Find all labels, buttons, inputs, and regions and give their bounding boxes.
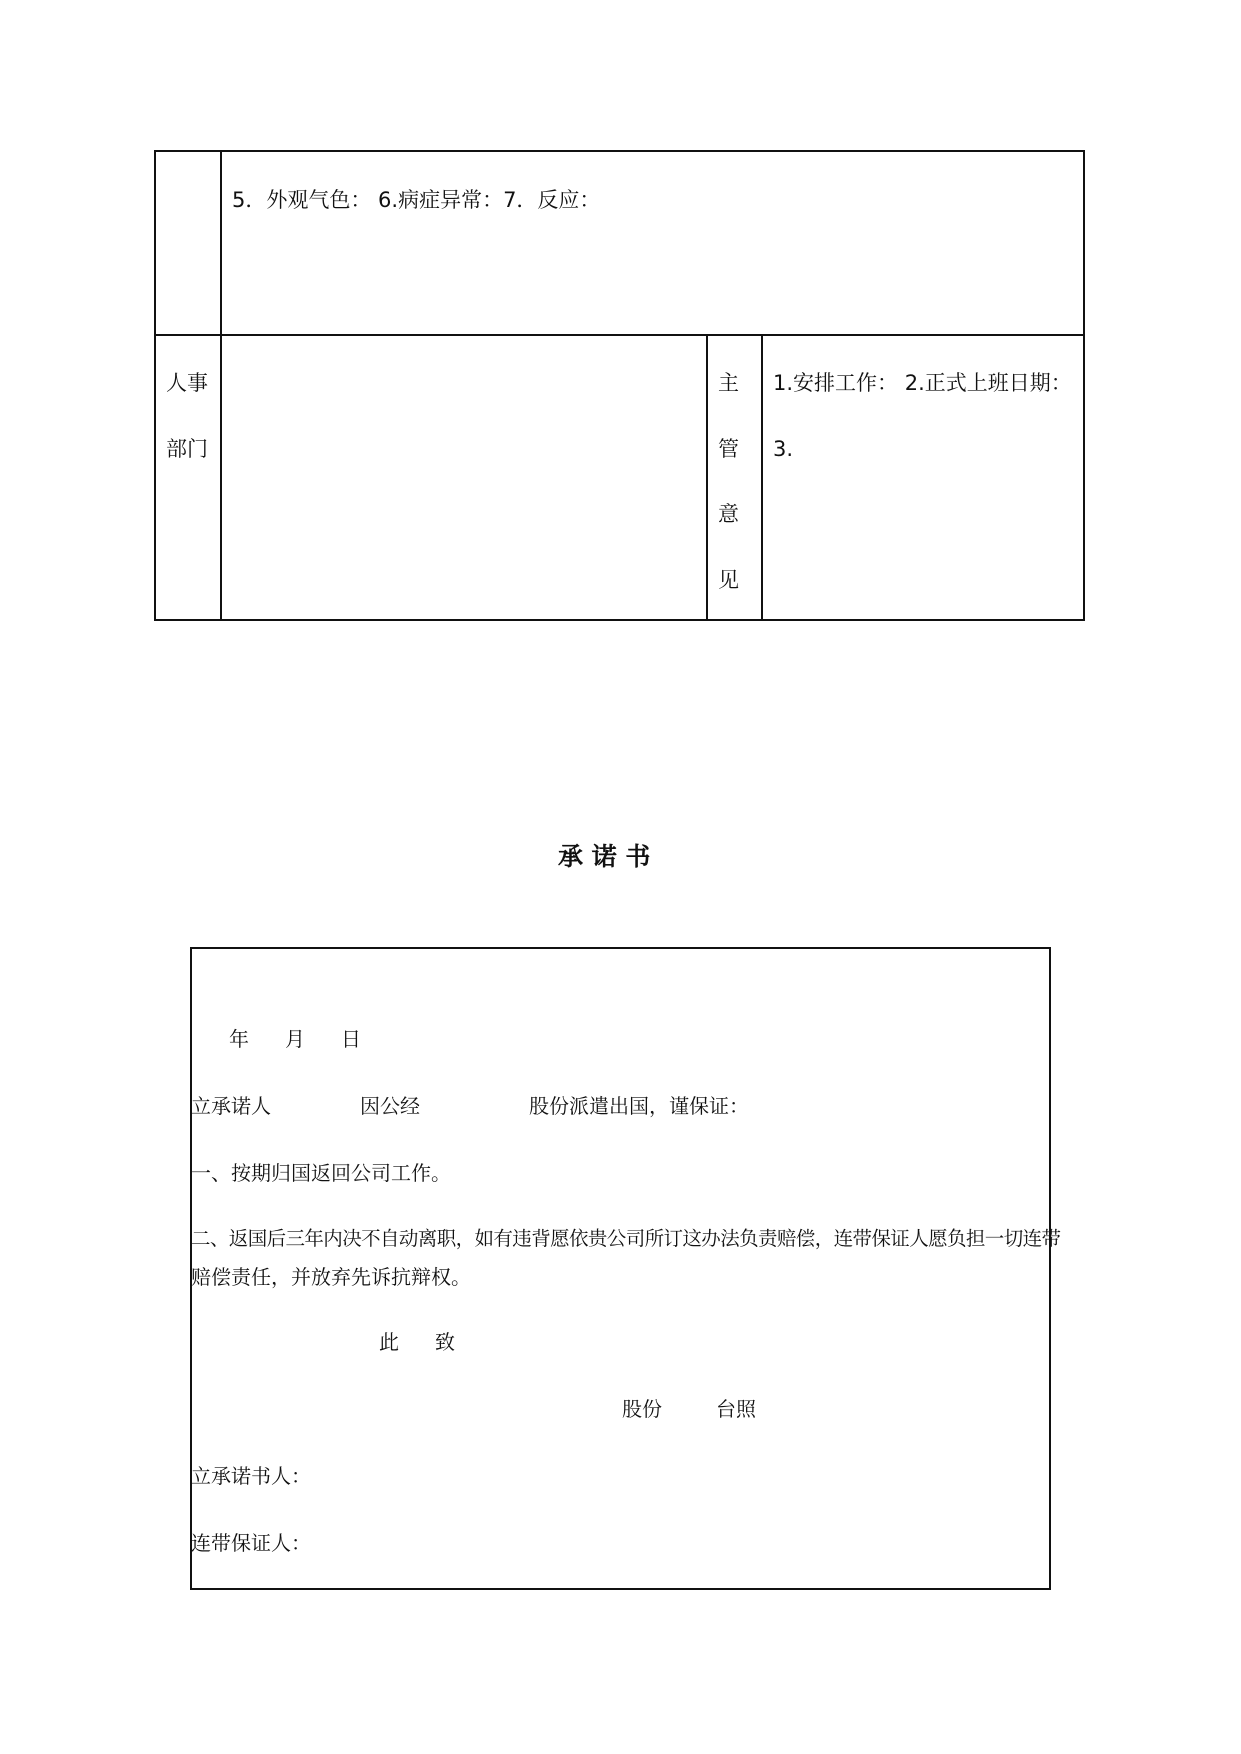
- pledge-item-1: 一、按期归国返回公司工作。: [191, 1161, 451, 1185]
- table-col-divider-1: [220, 150, 222, 621]
- supervisor-label-char-1: 主: [718, 371, 739, 395]
- guarantor-signature-label: 连带保证人：: [191, 1531, 311, 1555]
- pledge-border-bottom: [190, 1588, 1051, 1590]
- table-border-left: [154, 150, 156, 621]
- pledge-border-top: [190, 947, 1051, 949]
- pledge-item-2-line2: 赔偿责任，并放弃先诉抗辩权。: [191, 1265, 471, 1289]
- table-col-divider-2: [706, 334, 708, 621]
- intro-pledger: 立承诺人: [191, 1094, 271, 1118]
- supervisor-label-char-4: 见: [718, 568, 739, 592]
- recipient-company: 股份: [622, 1397, 662, 1421]
- date-year: 年: [229, 1027, 249, 1051]
- hr-label-line2: 部门: [166, 437, 208, 461]
- supervisor-label-char-2: 管: [718, 437, 739, 461]
- pledger-signature-label: 立承诺书人：: [191, 1464, 311, 1488]
- intro-dispatch: 股份派遣出国，谨保证：: [529, 1094, 749, 1118]
- closing-zhi: 致: [435, 1330, 455, 1354]
- page-title: 承 诺 书: [558, 842, 651, 871]
- pledge-border-right: [1049, 947, 1051, 1590]
- health-observation-text: 5．外观气色： 6.病症异常：7．反应：: [232, 188, 601, 212]
- intro-via: 因公经: [360, 1094, 420, 1118]
- table-border-right: [1083, 150, 1085, 621]
- recipient-salutation: 台照: [716, 1397, 756, 1421]
- supervisor-label-char-3: 意: [718, 502, 739, 526]
- table-border-bottom: [154, 619, 1085, 621]
- date-day: 日: [341, 1027, 361, 1051]
- closing-ci: 此: [379, 1330, 399, 1354]
- date-month: 月: [285, 1027, 305, 1051]
- table-border-top: [154, 150, 1085, 152]
- pledge-item-2-line1: 二、返国后三年内决不自动离职，如有违背愿依贵公司所订这办法负责赔偿，连带保证人愿负担一切连带: [191, 1227, 1061, 1250]
- table-col-divider-3: [761, 334, 763, 621]
- supervisor-opinion-line2: 3.: [773, 437, 794, 461]
- hr-label-line1: 人事: [166, 371, 208, 395]
- table-row-divider: [154, 334, 1085, 336]
- supervisor-opinion-line1: 1.安排工作： 2.正式上班日期：: [773, 371, 1072, 395]
